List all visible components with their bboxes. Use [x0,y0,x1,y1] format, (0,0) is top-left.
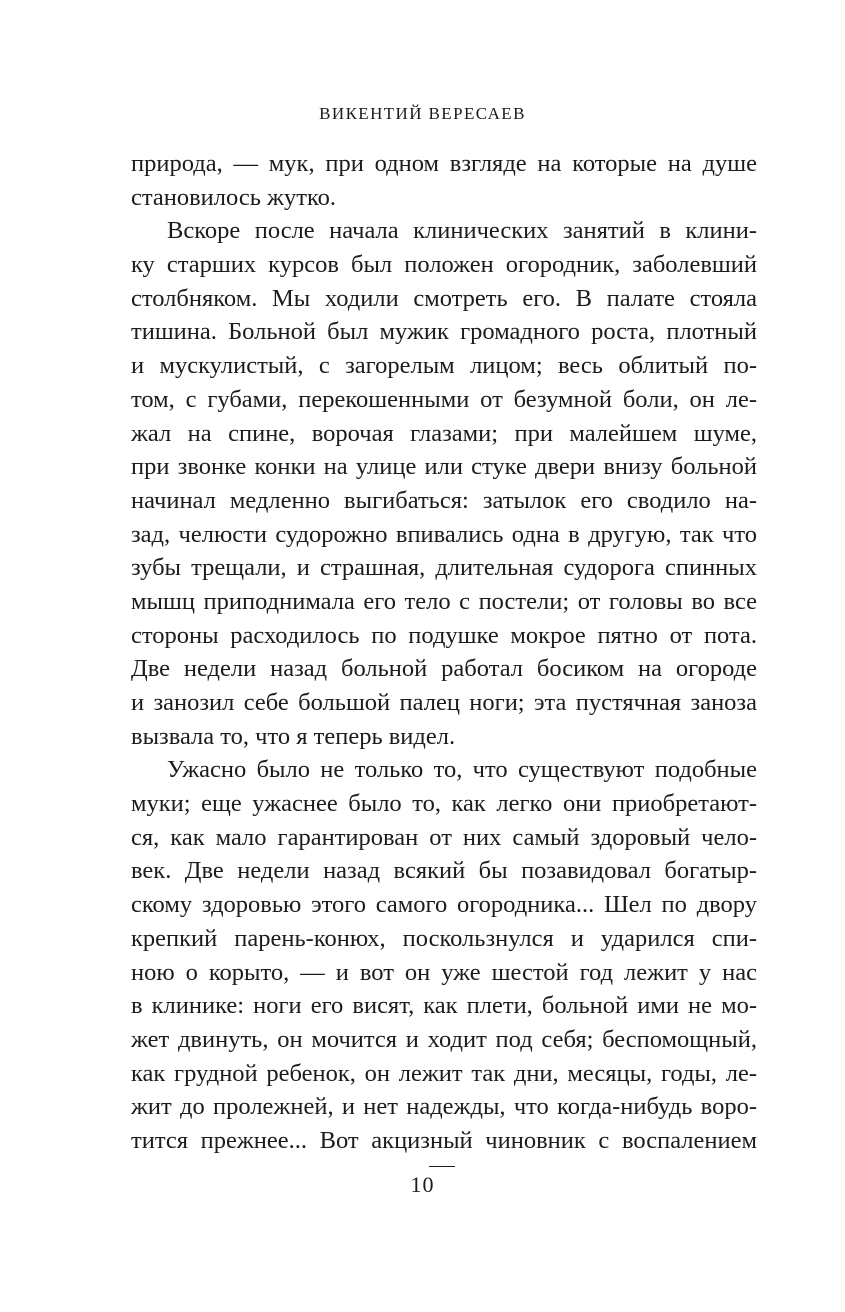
text-line: зад, челюсти судорожно впивались одна в другую, так что [131,520,757,548]
text-line: и занозил себе большой палец ноги; эта пустячная заноза [131,689,757,716]
text-line: век. Две недели назад всякий бы позавидовал богатыр- [131,857,757,885]
text-line: скому здоровью этого самого огородника... Шел по двору [131,891,757,919]
text-line: муки; еще ужаснее было то, как легко они приобретают- [131,790,757,818]
text-line: становилось жутко. [131,183,336,211]
text-line: мышц приподнимала его тело с постели; от головы во все [131,587,757,615]
text-line: при звонке конки на улице или стуке двери внизу больной [131,453,757,481]
text-line: крепкий парень-конюх, поскользнулся и ударился спи- [131,924,757,952]
text-line: как грудной ребенок, он лежит так дни, месяцы, годы, ле- [131,1059,757,1087]
text-line: Вскоре после начала клинических занятий в клини- [167,217,757,245]
running-head: ВИКЕНТИЙ ВЕРЕСАЕВ [319,104,526,123]
body-text [131,147,757,1158]
text-line: том, с губами, перекошенными от безумной боли, он ле- [131,385,757,413]
text-line: жит до пролежней, и нет надежды, что когда-нибудь воро- [131,1093,757,1121]
text-line: ся, как мало гарантирован от них самый здоровый чело- [131,823,757,851]
text-line: стороны расходилось по подушке мокрое пятно от пота. [131,621,757,649]
text-line: Две недели назад больной работал босиком на огороде [131,655,757,683]
text-line: и мускулистый, с загорелым лицом; весь облитый по- [131,352,757,380]
text-line: жал на спине, ворочая глазами; при малейшем шуме, [131,419,757,447]
text-line: вызвала то, что я теперь видел. [131,722,456,750]
text-line: природа, — мук, при одном взгляде на которые на душе [131,150,757,177]
text-line: тишина. Больной был мужик громадного роста, плотный [131,318,757,346]
text-line: ку старших курсов был положен огородник, заболевший [131,251,757,279]
text-line: начинал медленно выгибаться: затылок его сводило на- [131,486,757,514]
text-line: зубы трещали, и страшная, длительная судорога спинных [131,554,757,582]
text-line: тится прежнее... Вот акцизный чиновник с воспалением [131,1126,757,1154]
text-line: ною о корыто, — и вот он уже шестой год лежит у нас [131,958,757,986]
text-line: столбняком. Мы ходили смотреть его. В палате стояла [131,284,757,312]
text-line: жет двинуть, он мочится и ходит под себя; беспомощный, [131,1025,757,1053]
folio-rule [429,1166,455,1167]
page-number: 10 [410,1172,435,1197]
text-line: Ужасно было не только то, что существуют подобные [167,756,757,784]
text-line: в клинике: ноги его висят, как плети, больной ими не мо- [131,992,757,1020]
